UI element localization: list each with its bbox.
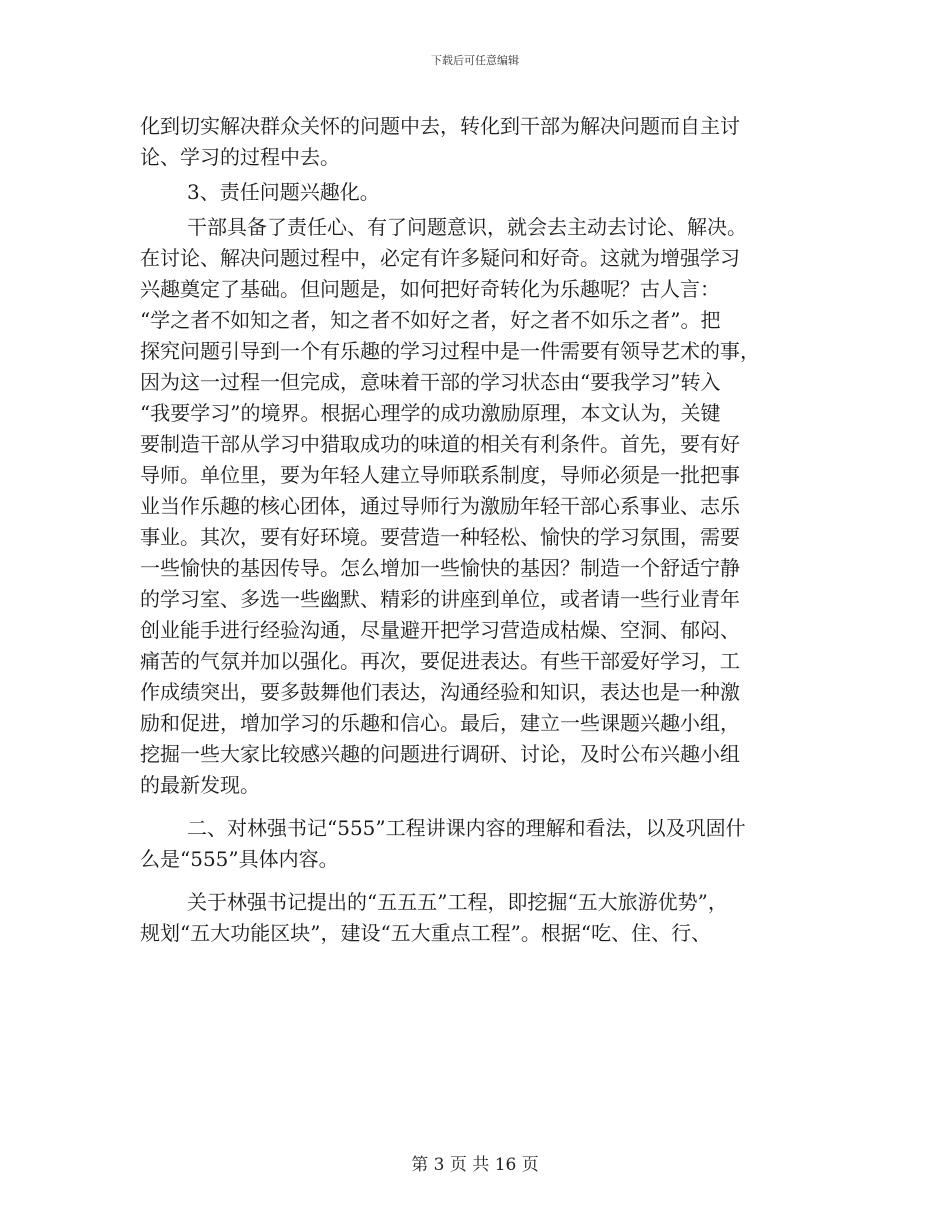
- text-line: 挖掘一些大家比较感兴趣的问题进行调研、讨论，及时公布兴趣小组: [140, 742, 740, 766]
- paragraph-start: 干部具备了责任心、有了问题意识，就会去主动去讨论、解决。: [187, 215, 747, 239]
- text-line: “学之者不如知之者，知之者不如好之者，好之者不如乐之者”。把: [140, 308, 721, 332]
- page-footer: 第 3 页 共 16 页: [411, 1155, 539, 1175]
- text-line: 导师。单位里，要为年轻人建立导师联系制度，导师必须是一批把事: [140, 463, 740, 487]
- text-line: 的学习室、多选一些幽默、精彩的讲座到单位，或者请一些行业青年: [140, 587, 740, 611]
- text-line: 因为这一过程一但完成，意味着干部的学习状态由“要我学习”转入: [140, 370, 721, 394]
- text-line: 兴趣奠定了基础。但问题是，如何把好奇转化为乐趣呢？古人言：: [140, 277, 720, 301]
- text-line: 痛苦的气氛并加以强化。再次，要促进表达。有些干部爱好学习，工: [140, 649, 740, 673]
- text-line: 论、学习的过程中去。: [140, 145, 340, 169]
- text-line: 事业。其次，要有好环境。要营造一种轻松、愉快的学习氛围，需要: [140, 525, 740, 549]
- text-line: 探究问题引导到一个有乐趣的学习过程中是一件需要有领导艺术的事，: [140, 339, 760, 363]
- text-line: 作成绩突出，要多鼓舞他们表达，沟通经验和知识，表达也是一种激: [140, 680, 740, 704]
- text-line: 么是“555”具体内容。: [140, 847, 339, 871]
- text-line: 创业能手进行经验沟通，尽量避开把学习营造成枯燥、空洞、郁闷、: [140, 618, 740, 642]
- text-line: 一些愉快的基因传导。怎么增加一些愉快的基因？制造一个舒适宁静: [140, 556, 740, 580]
- text-line: 在讨论、解决问题过程中，必定有许多疑问和好奇。这就为增强学习: [140, 246, 740, 270]
- text-line: 化到切实解决群众关怀的问题中去，转化到干部为解决问题而自主讨: [140, 114, 740, 138]
- text-line: 业当作乐趣的核心团体，通过导师行为激励年轻干部心系事业、志乐: [140, 494, 740, 518]
- text-line: “我要学习”的境界。根据心理学的成功激励原理，本文认为，关键: [140, 401, 721, 425]
- document-body: [140, 111, 812, 949]
- text-line: 规划“五大功能区块”，建设“五大重点工程”。根据“吃、住、行、: [140, 921, 712, 945]
- text-line: 要制造干部从学习中猎取成功的味道的相关有利条件。首先，要有好: [140, 432, 740, 456]
- paragraph-start: 关于林强书记提出的“五五五”工程，即挖掘“五大旅游优势”，: [187, 890, 728, 914]
- section-heading: 二、对林强书记“555”工程讲课内容的理解和看法，以及巩固什: [187, 816, 746, 840]
- section-heading: 3、责任问题兴趣化。: [187, 180, 380, 204]
- text-line: 的最新发现。: [140, 773, 260, 797]
- page-header: 下载后可任意编辑: [431, 54, 519, 67]
- text-line: 励和促进，增加学习的乐趣和信心。最后，建立一些课题兴趣小组，: [140, 711, 740, 735]
